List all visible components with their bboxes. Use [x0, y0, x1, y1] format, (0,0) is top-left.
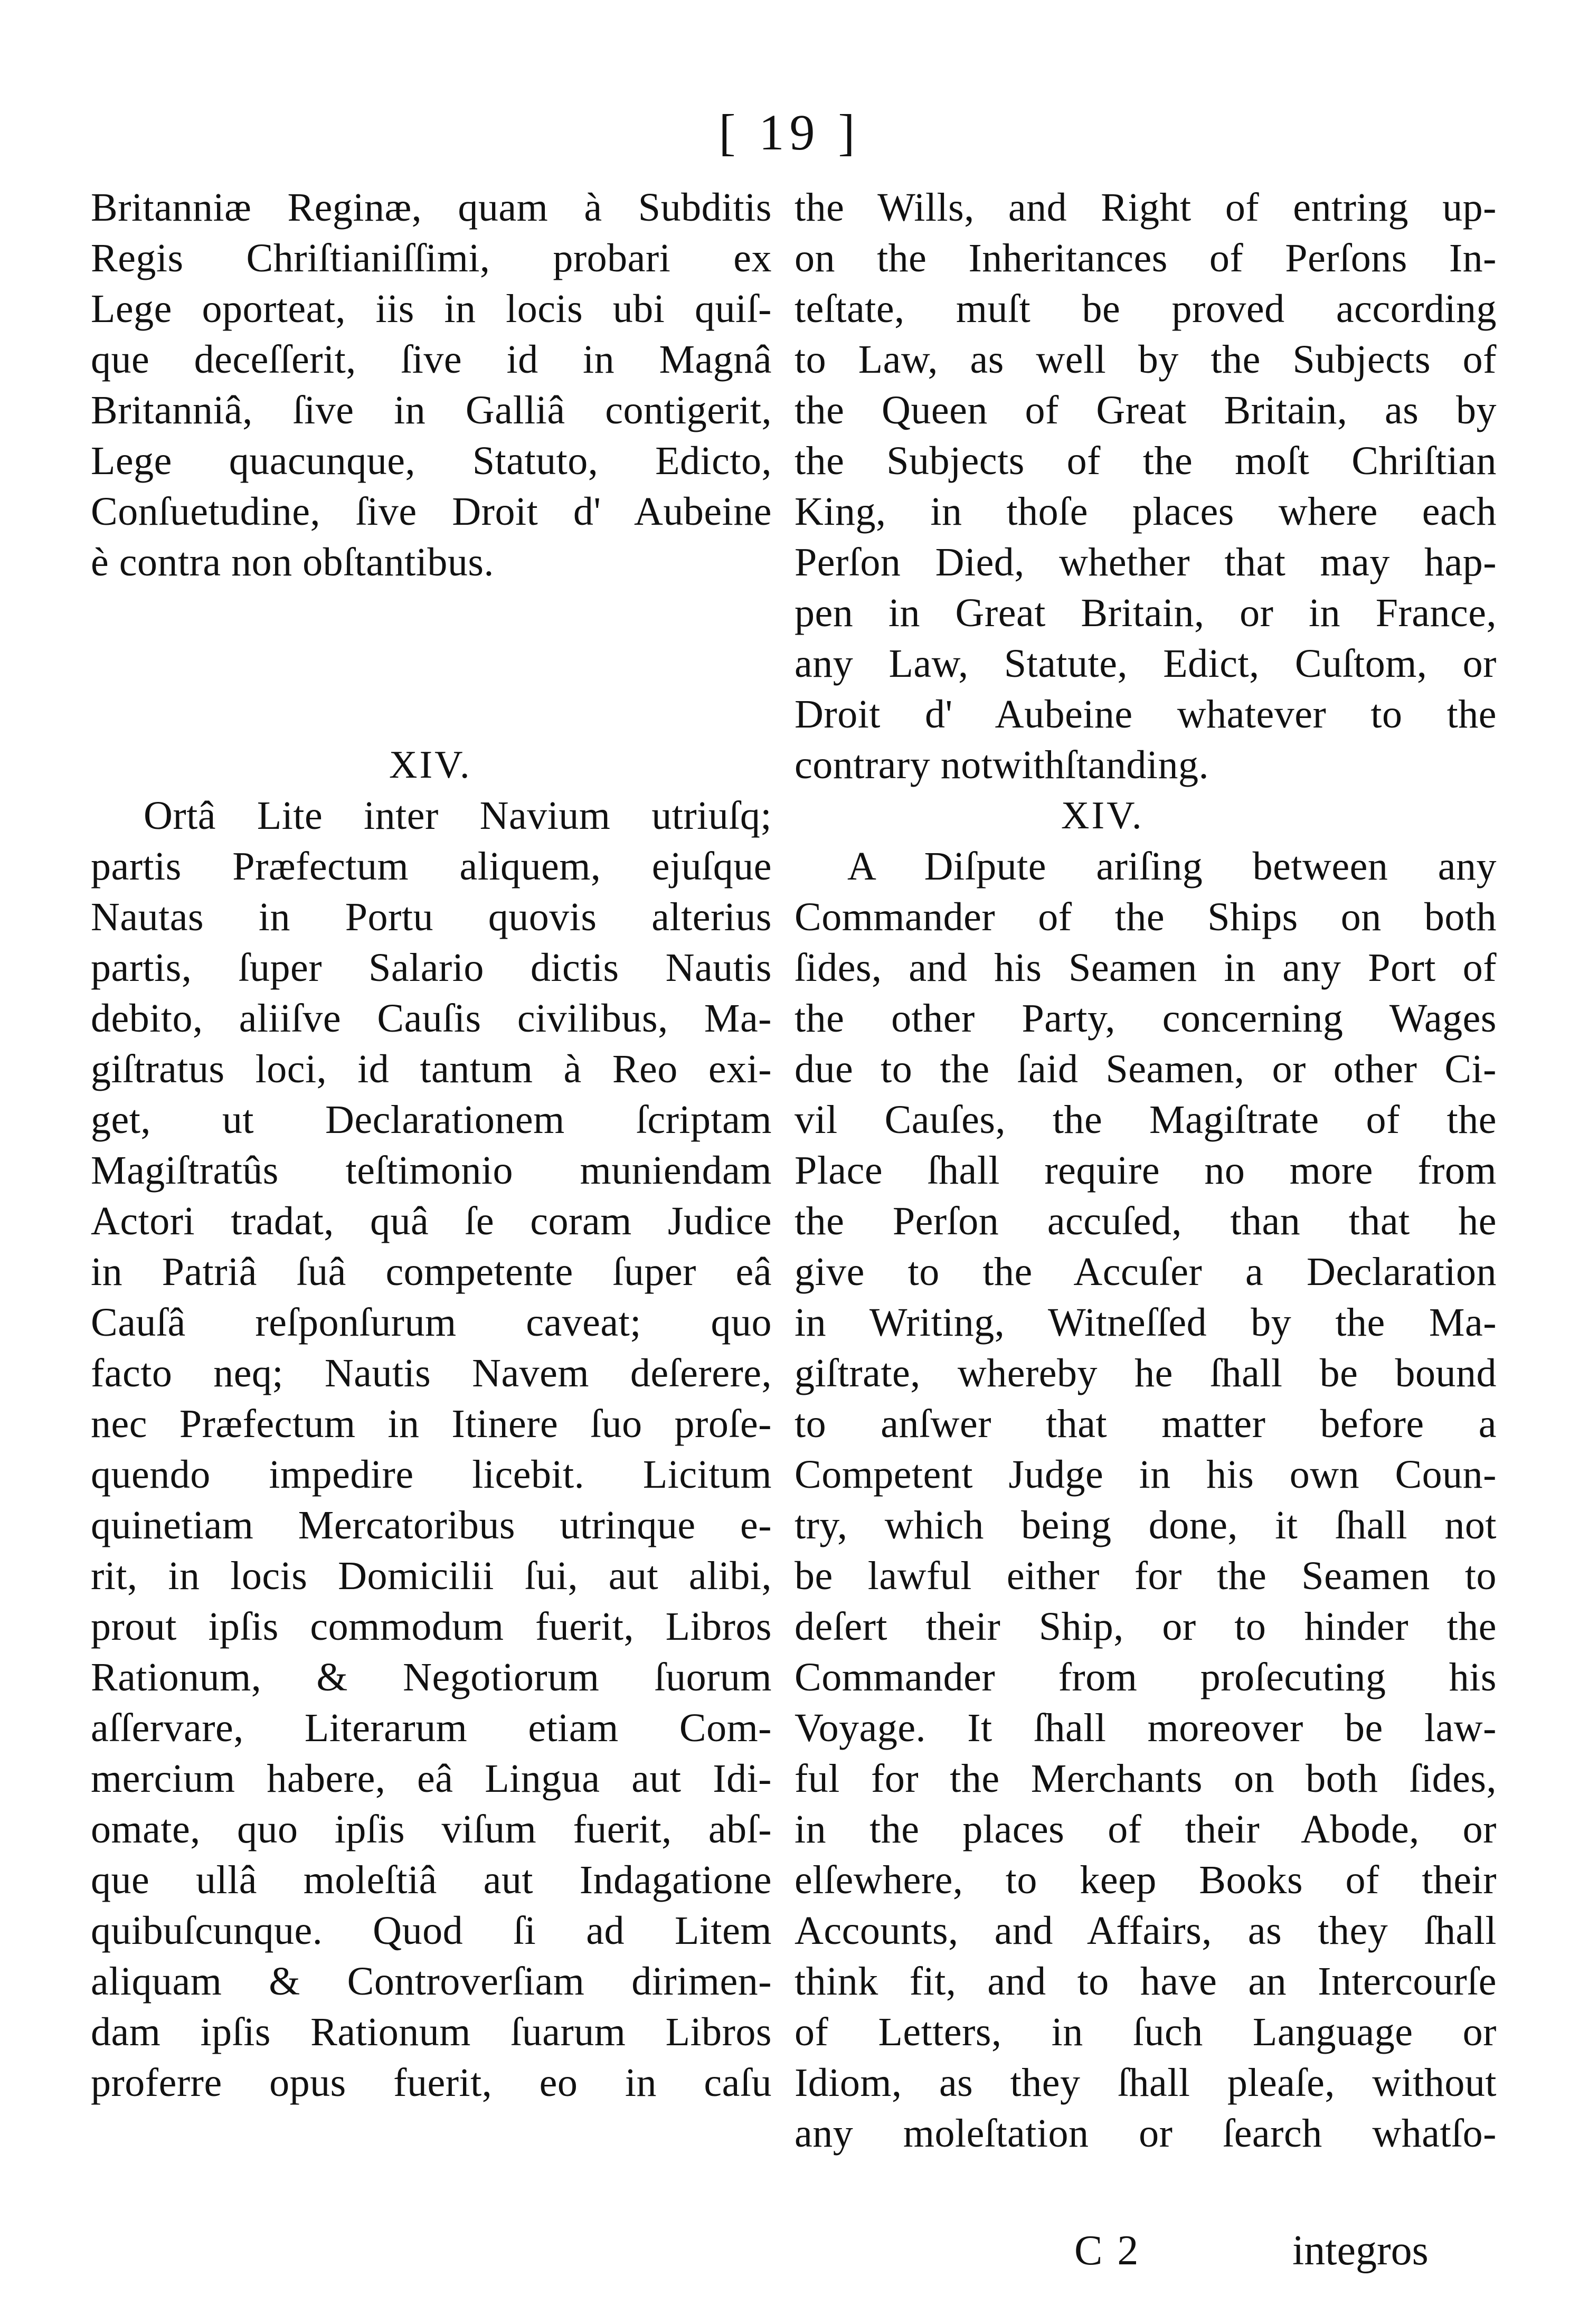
text-line: partis, ſuper Salario dictis Nautis — [91, 946, 772, 990]
text-line: quendo impedire licebit. Licitum — [91, 1452, 772, 1497]
text-line: King, in thoſe places where each — [795, 489, 1497, 534]
text-line: Conſuetudine, ſive Droit d' Aubeine — [91, 489, 772, 534]
text-line: of Letters, in ſuch Language or — [795, 2010, 1497, 2054]
text-line: Lege quacunque, Statuto, Edicto, — [91, 439, 772, 483]
text-line: partis Præfectum aliquem, ejuſque — [91, 844, 772, 889]
text-line: give to the Accuſer a Declaration — [795, 1250, 1497, 1294]
text-line: Lege oporteat, iis in locis ubi quiſ- — [91, 287, 772, 331]
text-line: in Writing, Witneſſed by the Ma- — [795, 1300, 1497, 1345]
text-line: rit, in locis Domicilii ſui, aut alibi, — [91, 1554, 772, 1598]
text-line: on the Inheritances of Perſons In- — [795, 236, 1497, 280]
text-line: dam ipſis Rationum ſuarum Libros — [91, 2010, 772, 2054]
text-line: Droit d' Aubeine whatever to the — [795, 692, 1497, 736]
text-line: Britanniâ, ſive in Galliâ contigerit, — [91, 388, 772, 432]
text-line: due to the ſaid Seamen, or other Ci- — [795, 1047, 1497, 1091]
text-line: quinetiam Mercatoribus utrinque e- — [91, 1503, 772, 1547]
text-line: try, which being done, it ſhall not — [795, 1503, 1497, 1547]
text-line: Idiom, as they ſhall pleaſe, without — [795, 2061, 1497, 2105]
text-line: que deceſſerit, ſive id in Magnâ — [91, 337, 772, 382]
text-line: debito, aliiſve Cauſis civilibus, Ma- — [91, 996, 772, 1041]
text-line: Perſon Died, whether that may hap- — [795, 540, 1497, 584]
text-line: Actori tradat, quâ ſe coram Judice — [91, 1199, 772, 1243]
text-line: giſtratus loci, id tantum à Reo exi- — [91, 1047, 772, 1091]
text-line: ſides, and his Seamen in any Port of — [795, 946, 1497, 990]
text-line: aſſervare, Literarum etiam Com- — [91, 1706, 772, 1750]
text-line: teſtate, muſt be proved according — [795, 287, 1497, 331]
english-paragraph-2 — [795, 841, 1497, 2159]
text-line: be lawful either for the Seamen to — [795, 1554, 1497, 1598]
text-line: pen in Great Britain, or in France, — [795, 591, 1497, 635]
section-heading: XIV. — [1061, 794, 1144, 837]
text-line: deſert their Ship, or to hinder the — [795, 1604, 1497, 1649]
text-line: que ullâ moleſtiâ aut Indagatione — [91, 1858, 772, 1902]
text-line: omate, quo ipſis viſum fuerit, abſ- — [91, 1807, 772, 1851]
text-line: Competent Judge in his own Coun- — [795, 1452, 1497, 1497]
english-paragraph-1 — [795, 182, 1497, 790]
text-line: nec Præfectum in Itinere ſuo proſe- — [91, 1402, 772, 1446]
text-line: in the places of their Abode, or — [795, 1807, 1497, 1851]
text-line: Britanniæ Reginæ, quam à Subditis — [91, 185, 772, 230]
text-line: Rationum, & Negotiorum ſuorum — [91, 1655, 772, 1699]
text-line: mercium habere, eâ Lingua aut Idi- — [91, 1756, 772, 1801]
signature-mark: C 2 — [1074, 2227, 1141, 2274]
text-line: vil Cauſes, the Magiſtrate of the — [795, 1098, 1497, 1142]
text-line: to Law, as well by the Subjects of — [795, 337, 1497, 382]
text-line: prout ipſis commodum fuerit, Libros — [91, 1604, 772, 1649]
text-line: Ortâ Lite inter Navium utriuſq; — [144, 793, 772, 838]
text-line: Nautas in Portu quovis alterius — [91, 895, 772, 939]
text-line: get, ut Declarationem ſcriptam — [91, 1098, 772, 1142]
latin-paragraph-2 — [91, 790, 772, 2108]
english-column — [795, 182, 1497, 2159]
text-line: A Diſpute ariſing between any — [847, 844, 1497, 889]
text-line: è contra non obſtantibus. — [91, 540, 494, 584]
text-line: the Queen of Great Britain, as by — [795, 388, 1497, 432]
text-line: Voyage. It ſhall moreover be law- — [795, 1706, 1497, 1750]
catchword: integros — [1292, 2227, 1429, 2274]
text-line: Cauſâ reſponſurum caveat; quo — [91, 1300, 772, 1345]
text-line: contrary notwithſtanding. — [795, 743, 1209, 787]
text-line: Magiſtratûs teſtimonio muniendam — [91, 1148, 772, 1193]
text-line: quibuſcunque. Quod ſi ad Litem — [91, 1909, 772, 1953]
text-line: the other Party, concerning Wages — [795, 996, 1497, 1041]
text-line: the Perſon accuſed, than that he — [795, 1199, 1497, 1243]
text-line: any Law, Statute, Edict, Cuſtom, or — [795, 641, 1497, 686]
text-line: giſtrate, whereby he ſhall be bound — [795, 1351, 1497, 1395]
text-line: aliquam & Controverſiam dirimen- — [91, 1959, 772, 2004]
latin-paragraph-1 — [91, 182, 772, 588]
text-line: Accounts, and Affairs, as they ſhall — [795, 1909, 1497, 1953]
text-line: Regis Chriſtianiſſimi, probari ex — [91, 236, 772, 280]
latin-column — [91, 182, 772, 2108]
text-line: Place ſhall require no more from — [795, 1148, 1497, 1193]
text-line: to anſwer that matter before a — [795, 1402, 1497, 1446]
text-line: the Subjects of the moſt Chriſtian — [795, 439, 1497, 483]
text-line: Commander from proſecuting his — [795, 1655, 1497, 1699]
page-number: [ 19 ] — [718, 104, 861, 160]
text-line: in Patriâ ſuâ competente ſuper eâ — [91, 1250, 772, 1294]
section-heading: XIV. — [389, 743, 472, 787]
text-line: think fit, and to have an Intercourſe — [795, 1959, 1497, 2004]
text-line: Commander of the Ships on both — [795, 895, 1497, 939]
spacer — [91, 588, 772, 740]
text-line: any moleſtation or ſearch whatſo- — [795, 2111, 1497, 2156]
text-line: facto neq; Nautis Navem deſerere, — [91, 1351, 772, 1395]
text-line: elſewhere, to keep Books of their — [795, 1858, 1497, 1902]
text-line: proferre opus fuerit, eo in caſu — [91, 2061, 772, 2105]
text-line: ful for the Merchants on both ſides, — [795, 1756, 1497, 1801]
text-line: the Wills, and Right of entring up- — [795, 185, 1497, 230]
